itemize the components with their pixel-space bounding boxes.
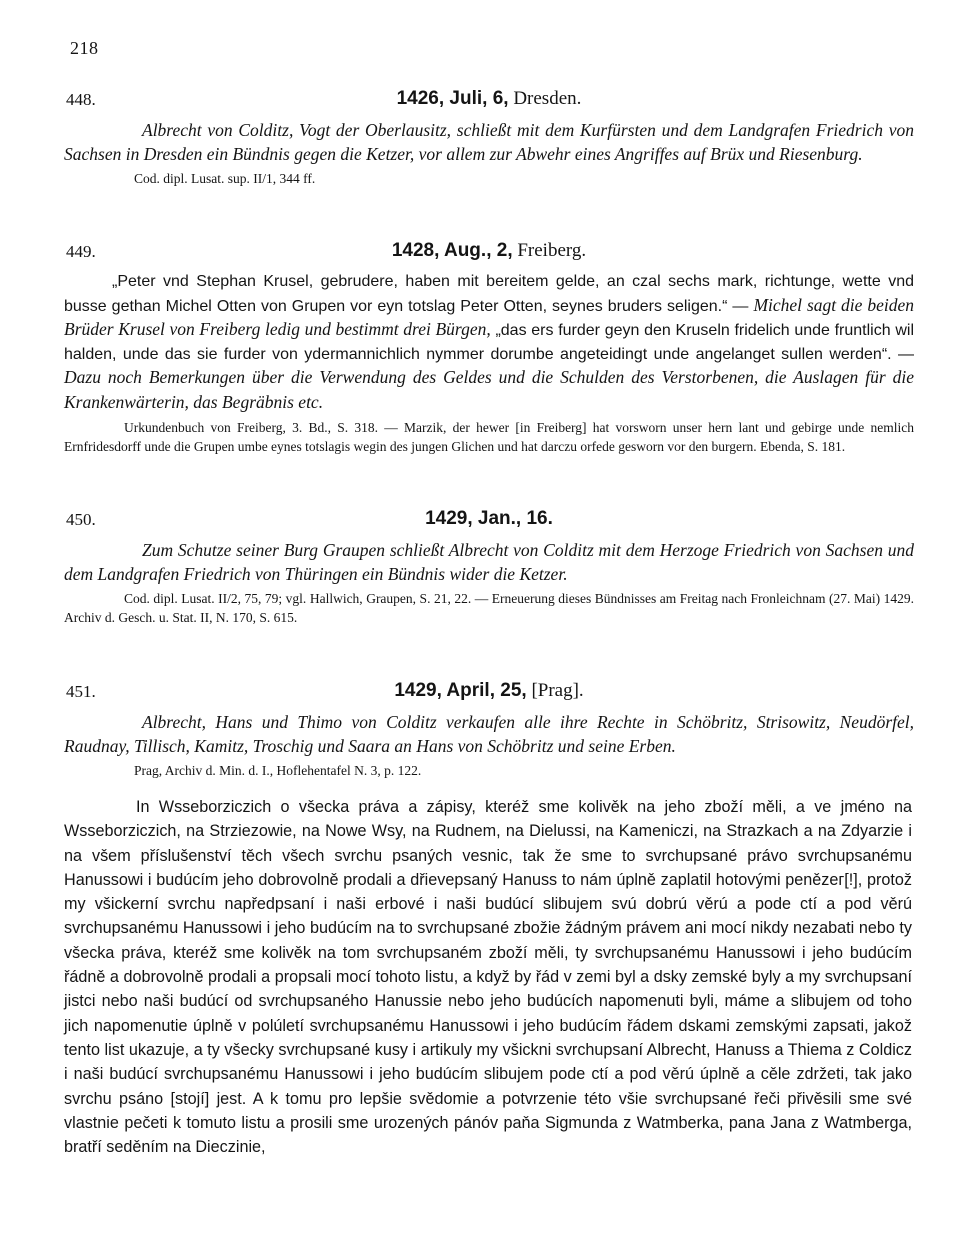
entry-source: Cod. dipl. Lusat. II/2, 75, 79; vgl. Hallwich, Graupen, S. 21, 22. — Erneuerung dieses Bündnisses am Freitag nach Fronleichnam (27. Mai) 1429. Archiv d. Gesch. u. Stat. II, N. 170, S. 615.: [64, 591, 914, 625]
entry-source: Prag, Archiv d. Min. d. I., Hoflehentafel N. 3, p. 122.: [134, 763, 422, 778]
entry-place: Dresden.: [513, 88, 582, 109]
entry-449: [64, 240, 914, 456]
entry-date-line: [64, 508, 914, 530]
entry-source: Cod. dipl. Lusat. sup. II/1, 344 ff.: [134, 171, 316, 186]
entry-heading: [64, 508, 914, 538]
entry-date-line: [64, 88, 914, 110]
entry-448: [64, 88, 914, 188]
page-number: 218: [70, 38, 99, 58]
quote-text: „Peter vnd Stephan Krusel, gebrudere, haben mit bereitem gelde, an czal sechs mark, richtunge, wette vnd busse gethan Michel Otten von Grupen vor eyn totslag Peter Otten, seynes bruders seligen.“ —: [64, 273, 914, 315]
entry-number: 448.: [66, 90, 96, 109]
entry-date-line: [64, 680, 914, 702]
entry-source: Urkundenbuch von Freiberg, 3. Bd., S. 318. — Marzik, der hewer [in Freiberg] hat vorsworn unser hern lant und gebirge unde nemlich Ernfridesdorff unde die Grupen umbe eynes totslagis wegin des jungen Glichen und hat darczu orfede gesworn vor den burgern. Ebenda, S. 181.: [64, 420, 914, 454]
entry-date: 1429, Jan., 16.: [425, 508, 553, 529]
entry-451: [64, 680, 914, 780]
entry-regest: Albrecht von Colditz, Vogt der Oberlausitz, schließt mit dem Kurfürsten und dem Landgrafen Friedrich von Sachsen in Dresden ein Bündnis gegen die Ketzer, vor allem zur Abwehr eines Angriffes auf Brüx und Riesenburg.: [64, 120, 914, 164]
entry-heading: [64, 240, 914, 270]
entry-heading: [64, 88, 914, 118]
entry-place: Freiberg.: [517, 240, 587, 261]
quote-text: „das ers furder geyn den Kruseln fridelich unde fruntlich wil halden, unde das sie furder von ydermannichlich nymmer dorumbe angeteidingt unde angelanget sullen werden“. —: [64, 322, 915, 363]
entry-number: 451.: [66, 682, 96, 701]
entry-place: [Prag].: [531, 680, 584, 701]
entry-number: 450.: [66, 510, 96, 529]
entry-date: 1426, Juli, 6,: [396, 88, 509, 109]
entry-date-line: [64, 240, 914, 262]
entry-regest: Zum Schutze seiner Burg Graupen schließt Albrecht von Colditz mit dem Herzoge Friedrich von Sachsen und dem Landgrafen Friedrich von Thüringen ein Bündnis wider die Ketzer.: [64, 540, 914, 584]
charter-text: In Wsseborziczich o všecka práva a zápisy, kteréž sme kolivěk na jeho zboží měli, a ve jméno na Wsseborziczich, na Strziezowie, na Nowe Wsy, na Rudnem, na Dielussi, na Kameniczi, na Strazkach a na Zdyarzie i na všem příslušenství těch všech svrchu psaných vesnic, tak že sme to svrchupsané právo svrchupsanému Hanussowi i budúcím jeho dobrovolně prodali a dřievepsaný Hanuss to nám úplně zaplatil hotovými penězeг[!], protož my všickerní svrchu napředpsaní i naši erbové i naši budúcí slibujem svú dobrú věrú a pode ctí a pod věrú svrchupsanému Hanussowi i jeho budúcím na to svrchupsané zbožie žádným právem ani mocí nikdy nezabati nebo ty všecka práva, kteréž sme kolivěk na tom svrchupsaném zboží měli, ty svrchupsanému Hanussowi i jeho budúcím řádně a dobrovolně prodali a propsali mocí tohoto listu, a když by řád v zemi byl a dsky zemské byly a my svrchupsaní jistci nebo naši budúcí od svrchupsaného Hanussie nebo jeho budúcích napomenuti byli, máme a slibujem od toho jich napomenutie úplně v polúletí svrchupsanému Hanussowi i jeho budúcím řádem dskami zemskými zapsati, jakož tento list ukazuje, a ty všecky svrchupsané kusy i artikuly my všickni svrchupsaní Albrecht, Hanuss a Thiema z Coldicz i naši budúcí svrchupsanému Hanussowi i jeho budúcím slibujem pode ctí a pod věrú úplně a cěle zdržeti, tak jako svrchu psáno [stojí] jest. A k tomu pro lepšie svědomie a potvrzenie této všie svrchupsané řeči přivěsili sme své vlastnie pečeti k tomuto listu a prosili sme urozených pánóv paňa Sigmunda z Watmberka, pana Jana z Watmberga, bratří seděním na Dieczinie,: [64, 798, 912, 1157]
regest-text: Michel sagt die beiden Brüder Krusel von Freiberg ledig und bestimmt drei Bürgen,: [64, 294, 914, 339]
entry-450: [64, 508, 914, 627]
entry-regest: Albrecht, Hans und Thimo von Colditz verkaufen alle ihre Rechte in Schöbritz, Strisowitz, Neudörfel, Raudnay, Tillisch, Kamitz, Troschig und Saara an Hans von Schöbritz und seine Erben.: [64, 712, 914, 756]
entry-date: 1429, April, 25,: [394, 680, 527, 701]
regest-text: Dazu noch Bemerkungen über die Verwendung des Geldes und die Schulden des Verstorbenen, die Auslagen für die Krankenwärterin, das Begräbnis etc.: [64, 367, 914, 412]
entry-date: 1428, Aug., 2,: [391, 240, 513, 261]
entry-heading: [64, 680, 914, 710]
entry-quote: [64, 270, 914, 415]
entry-number: 449.: [66, 242, 96, 261]
